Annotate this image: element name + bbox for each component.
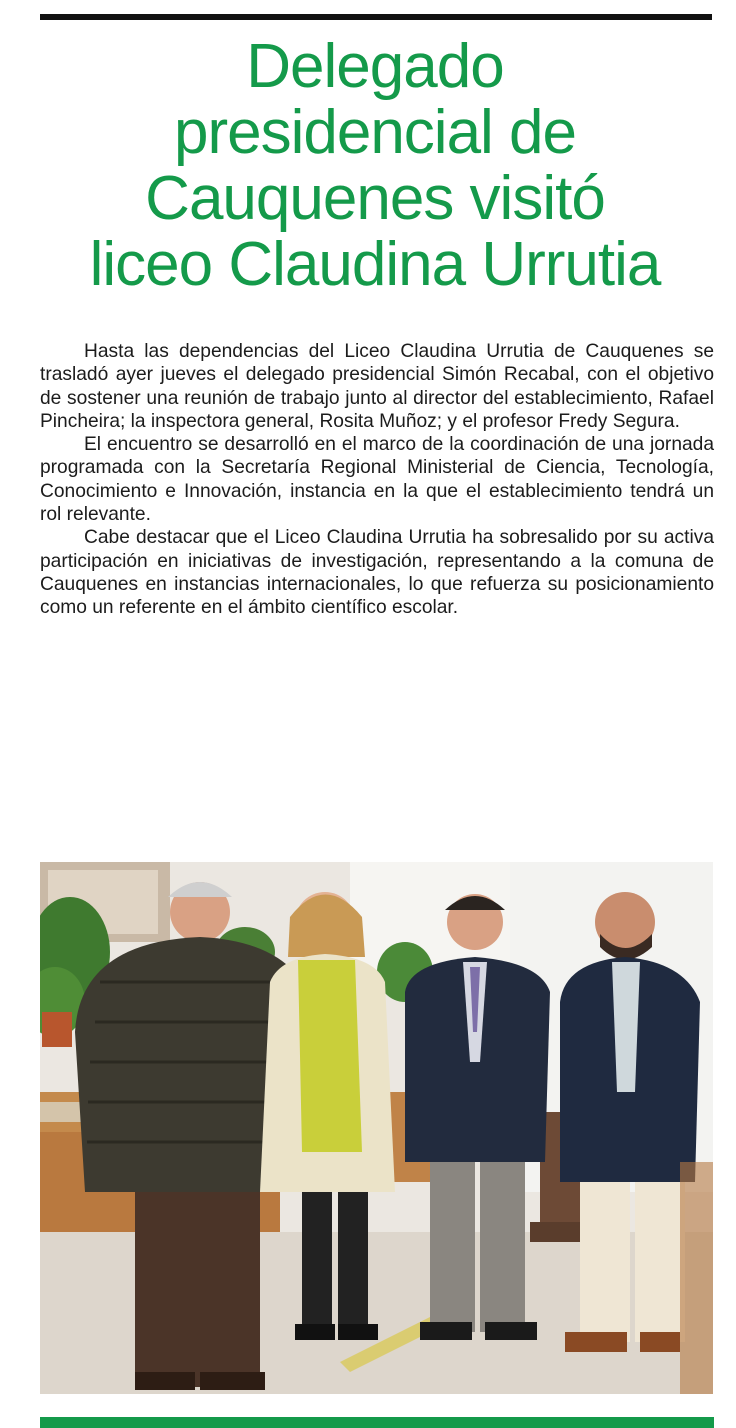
bottom-rule	[40, 1417, 714, 1428]
headline-line-4: liceo Claudina Urrutia	[89, 230, 661, 299]
article-photo	[40, 862, 713, 1394]
headline-line-1: Delegado	[246, 32, 504, 101]
paragraph-1: Hasta las dependencias del Liceo Claudina Urrutia de Cauquenes se trasladó ayer jueves el delegado presidencial Simón Recabal, con el objetivo de sostener una reunión de trabajo junto al director del establecimiento, Rafael Pincheira; la inspectora general, Rosita Muñoz; y el profesor Fredy Segura.	[40, 341, 714, 432]
top-rule	[40, 14, 712, 20]
paragraph-2: El encuentro se desarrolló en el marco de la coordinación de una jornada programada con la Secretaría Regional Ministerial de Ciencia, Tecnología, Conocimiento e Innovación, instancia en la que el establecimiento tendrá un rol relevante.	[40, 434, 714, 526]
headline-line-3: Cauquenes visitó	[145, 164, 605, 233]
article-body	[40, 340, 714, 620]
headline-line-2: presidencial de	[173, 98, 577, 167]
photo-illustration	[40, 862, 713, 1394]
headline	[30, 34, 720, 298]
paragraph-3: Cabe destacar que el Liceo Claudina Urrutia ha sobresalido por su activa participación en iniciativas de investigación, representando a la comuna de Cauquenes en instancias internacionales, lo que refuerza su posicionamiento como un referente en el ámbito científico escolar.	[40, 527, 714, 619]
